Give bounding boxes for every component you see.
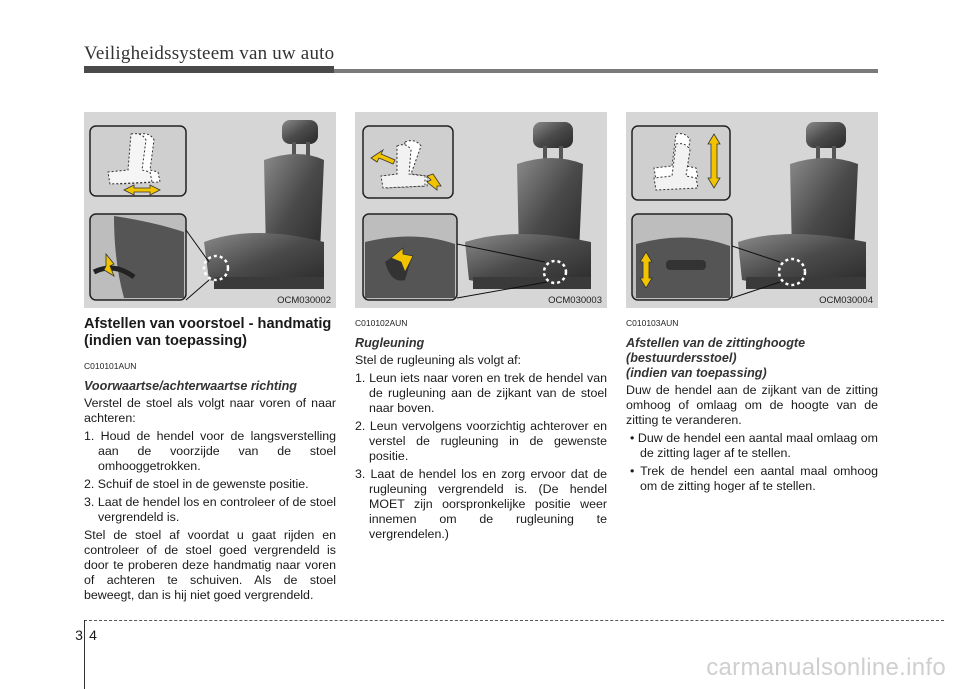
section-code: C010102AUN [355,318,408,328]
page-number-value: 4 [89,627,97,643]
subheading: Rugleuning [355,336,425,350]
section-number: 3 [75,627,83,643]
seat-recline-diagram-icon [363,126,453,198]
section-title: Veiligheidssysteem van uw auto [84,43,335,64]
figure-code: OCM030003 [548,295,602,306]
header-rule-accent [84,66,334,73]
footer-rule [84,620,944,621]
seat-illustration-icon [738,122,866,289]
subheading-line: (indien van toepassing) [626,366,767,380]
bullet-item: • Trek de hendel een aantal maal omhoog om de zitting hoger af te stellen. [630,464,878,493]
step-item: 3. Laat de hendel los en controleer of de stoel vergrendeld is. [84,495,336,524]
figure-seat-recline [355,112,607,308]
page-number [72,627,100,643]
paragraph-intro: Duw de hendel aan de zijkant van de zitting omhoog of omlaag om de hoogte van de zitting te veranderen. [626,383,878,427]
bullet-item: • Duw de hendel een aantal maal omlaag om de zitting lager af te stellen. [630,431,878,460]
seat-height-diagram-icon [632,126,730,200]
lever-closeup-icon [90,214,209,300]
section-heading: Afstellen van voorstoel - handmatig (indien van toepassing) [84,316,332,349]
step-item: 2. Leun vervolgens voorzichtig achterover en verstel de rugleuning in de gewenste positie. [355,419,607,463]
figure-code: OCM030004 [819,295,873,306]
column-3 [626,316,878,497]
figure-seat-height [626,112,878,308]
subheading: Voorwaartse/achterwaartse richting [84,379,298,393]
figure-code: OCM030002 [277,295,331,306]
step-item: 2. Schuif de stoel in de gewenste positie. [84,477,309,491]
figure-seat-slide [84,112,336,308]
step-item: 1. Leun iets naar voren en trek de hendel van de rugleuning aan de zijkant van de stoel naar boven. [355,371,607,415]
section-code: C010103AUN [626,318,679,328]
subheading-line: Afstellen van de zittinghoogte [626,336,806,350]
column-1 [84,316,336,606]
seat-illustration-icon [204,120,324,289]
step-item: 3. Laat de hendel los en zorg ervoor dat de rugleuning vergrendeld is. (De hendel MOET zijn oorspronkelijke positie weer innemen om de rugleuning te vergrendelen.) [355,467,607,541]
seat-illustration-icon [465,122,591,289]
step-item: 1. Houd de hendel voor de langsverstelling aan de voorzijde van de stoel omhooggetrokken. [84,429,336,473]
paragraph-intro: Verstel de stoel als volgt naar voren of naar achteren: [84,396,336,425]
watermark: carmanualsonline.info [706,654,946,681]
paragraph-intro: Stel de rugleuning als volgt af: [355,353,522,367]
seat-slide-diagram-icon [90,126,186,196]
paragraph-outro: Stel de stoel af voordat u gaat rijden en controleer of de stoel goed vergrendeld is door te proberen deze handmatig naar voren of achteren te schuiven. Als de stoel beweegt, dan is hij niet goed vergrendeld. [84,528,336,602]
column-2 [355,316,607,545]
subheading-line: (bestuurdersstoel) [626,351,737,365]
section-code: C010101AUN [84,361,137,371]
